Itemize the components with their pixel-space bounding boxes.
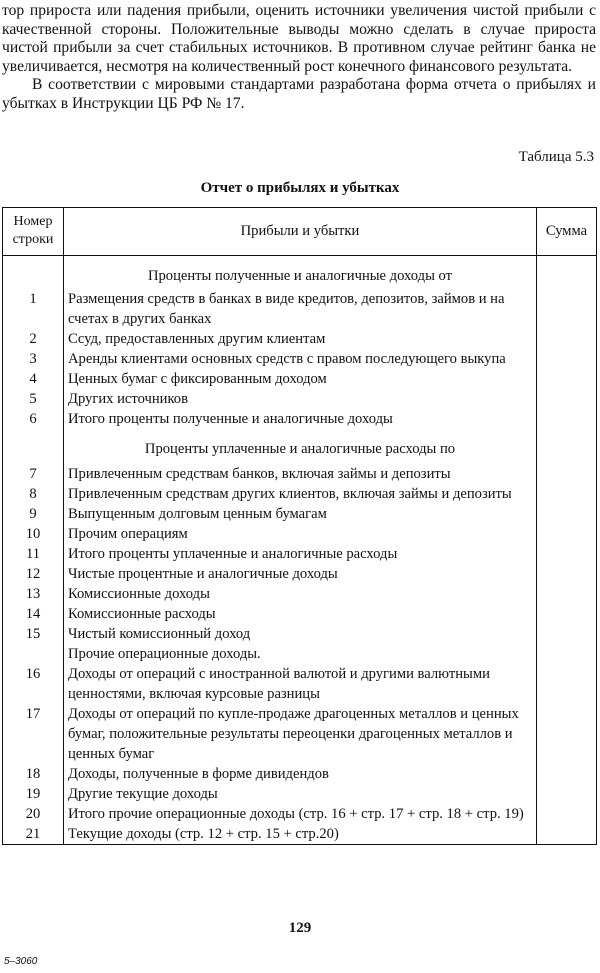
table-row: [3, 824, 597, 845]
row-number: 8: [3, 484, 64, 504]
row-sum: [537, 409, 597, 429]
table-row: [3, 624, 597, 644]
row-number: 16: [3, 664, 64, 704]
table-row: [3, 349, 597, 369]
row-item: Комиссионные расходы: [64, 604, 537, 624]
table-row: [3, 584, 597, 604]
row-item: Привлеченным средствам других клиентов, включая займы и депозиты: [64, 484, 537, 504]
row-sum: [537, 624, 597, 644]
row-item: Текущие доходы (стр. 12 + стр. 15 + стр.20): [64, 824, 537, 845]
table-row: [3, 389, 597, 409]
row-sum: [537, 349, 597, 369]
row-item: Ценных бумаг с фиксированным доходом: [64, 369, 537, 389]
row-item: Другие текущие доходы: [64, 784, 537, 804]
row-number: 10: [3, 524, 64, 544]
header-item: Прибыли и убытки: [64, 208, 537, 256]
row-sum: [537, 824, 597, 845]
row-sum: [537, 504, 597, 524]
row-number: 18: [3, 764, 64, 784]
row-item: Прочим операциям: [64, 524, 537, 544]
row-item: Доходы от операций с иностранной валютой и другими валютными ценностями, включая курсовые разницы: [64, 664, 537, 704]
row-sum: [537, 544, 597, 564]
row-item: Итого прочие операционные доходы (стр. 16 + стр. 17 + стр. 18 + стр. 19): [64, 804, 537, 824]
page-number: 129: [288, 920, 312, 936]
row-number: 15: [3, 624, 64, 644]
row-item: Чистый комиссионный доход: [64, 624, 537, 644]
table-row: [3, 504, 597, 524]
paragraph-2: В соответствии с мировыми стандартами разработана форма отчета о прибылях и убытках в Инструкции ЦБ РФ № 17.: [2, 76, 596, 112]
table-row: [3, 544, 597, 564]
row-item: Аренды клиентами основных средств с правом последующего выкупа: [64, 349, 537, 369]
table-title: Отчет о прибылях и убытках: [200, 180, 400, 196]
row-number: 14: [3, 604, 64, 624]
table-row: [3, 564, 597, 584]
table-row: [3, 604, 597, 624]
row-number: 4: [3, 369, 64, 389]
row-sum: [537, 664, 597, 704]
row-item: Доходы от операций по купле-продаже драгоценных металлов и ценных бумаг, положительные результаты переоценки драгоценных металлов и ценных бумаг: [64, 704, 537, 764]
row-number: 20: [3, 804, 64, 824]
row-item: Чистые процентные и аналогичные доходы: [64, 564, 537, 584]
row-number: 17: [3, 704, 64, 764]
table-header-row: [3, 208, 597, 256]
row-sum: [537, 289, 597, 329]
table-row: [3, 784, 597, 804]
row-item: Размещения средств в банках в виде кредитов, депозитов, займов и на счетах в других банках: [64, 289, 537, 329]
row-item: Выпущенным долговым ценным бумагам: [64, 504, 537, 524]
row-number: 13: [3, 584, 64, 604]
row-sum: [537, 329, 597, 349]
section-heading: Проценты полученные и аналогичные доходы от: [64, 256, 537, 290]
row-item: Комиссионные доходы: [64, 584, 537, 604]
print-signature: 5–3060: [4, 956, 38, 967]
table-row: [3, 804, 597, 824]
row-sum: [537, 389, 597, 409]
row-item: Итого проценты полученные и аналогичные доходы: [64, 409, 537, 429]
row-number: 3: [3, 349, 64, 369]
row-number: 21: [3, 824, 64, 845]
paragraph-1: тор прироста или падения прибыли, оценить источники увеличения чистой прибыли с качественной стороны. Положительные выводы можно сделать в случае прироста чистой прибыли за счет стабильных источников. В противном случае рейтинг банка не увеличивается, несмотря на количественный рост конечного финансового результата.: [2, 2, 596, 75]
row-number: 1: [3, 289, 64, 329]
table-row: [3, 484, 597, 504]
row-sum: [537, 464, 597, 484]
row-sum: [537, 704, 597, 764]
row-number: 7: [3, 464, 64, 484]
section-heading: Прочие операционные доходы.: [64, 644, 537, 664]
table-row: [3, 664, 597, 704]
row-number: 11: [3, 544, 64, 564]
row-sum: [537, 369, 597, 389]
income-statement-table: [2, 207, 597, 845]
table-row: [3, 409, 597, 429]
row-item: Итого проценты уплаченные и аналогичные расходы: [64, 544, 537, 564]
row-number: 5: [3, 389, 64, 409]
row-item: Других источников: [64, 389, 537, 409]
section-row: [3, 644, 597, 664]
row-sum: [537, 484, 597, 504]
row-number: 19: [3, 784, 64, 804]
row-sum: [537, 604, 597, 624]
table-row: [3, 704, 597, 764]
row-sum: [537, 784, 597, 804]
row-sum: [537, 584, 597, 604]
row-number: 6: [3, 409, 64, 429]
table-number: Таблица 5.3: [518, 149, 594, 165]
row-item: Ссуд, предоставленных другим клиентам: [64, 329, 537, 349]
section-row: [3, 429, 597, 464]
section-row: [3, 256, 597, 290]
header-sum: Сумма: [537, 208, 597, 256]
row-number: 2: [3, 329, 64, 349]
table-row: [3, 524, 597, 544]
header-row-no: Номер строки: [3, 208, 64, 256]
row-number: 9: [3, 504, 64, 524]
table-row: [3, 289, 597, 329]
row-item: Привлеченным средствам банков, включая займы и депозиты: [64, 464, 537, 484]
intro-text: [2, 2, 596, 113]
row-sum: [537, 564, 597, 584]
row-sum: [537, 764, 597, 784]
section-heading: Проценты уплаченные и аналогичные расходы по: [64, 429, 537, 464]
table-row: [3, 764, 597, 784]
row-number: 12: [3, 564, 64, 584]
table-row: [3, 369, 597, 389]
row-sum: [537, 804, 597, 824]
table-row: [3, 464, 597, 484]
row-item: Доходы, полученные в форме дивидендов: [64, 764, 537, 784]
table-row: [3, 329, 597, 349]
row-sum: [537, 524, 597, 544]
